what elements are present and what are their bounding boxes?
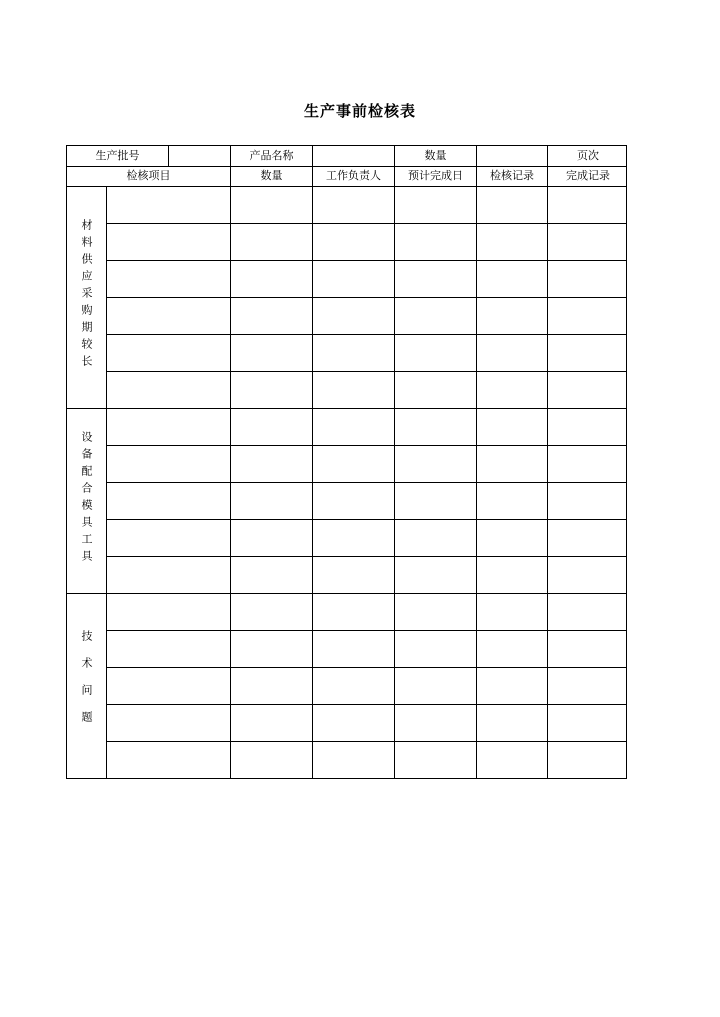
cell-complete-record[interactable] [548,483,629,519]
cell-due-date[interactable] [395,631,477,668]
batch-number-label: 生产批号 [67,146,169,167]
cell-item[interactable] [107,335,231,372]
cell-owner[interactable] [313,668,395,705]
cell-quantity[interactable] [231,335,313,372]
cell-due-date[interactable] [395,372,477,409]
quantity-label: 数量 [395,146,477,167]
product-name-label: 产品名称 [231,146,313,167]
cell-complete-record[interactable] [548,224,629,260]
cell-check-record[interactable] [477,557,548,593]
table-row [67,224,627,261]
product-name-value[interactable] [313,146,395,167]
table-column-header-row [67,167,627,187]
cell-complete-record[interactable] [548,298,629,334]
cell-check-record[interactable] [477,298,548,334]
cell-owner[interactable] [313,557,395,594]
cell-complete-record[interactable] [548,187,629,223]
cell-item[interactable] [107,261,231,298]
cell-check-record[interactable] [477,594,548,630]
column-header-due-date: 预计完成日 [395,167,477,187]
cell-complete-record[interactable] [548,520,629,556]
cell-quantity[interactable] [231,446,313,483]
cell-owner[interactable] [313,631,395,668]
cell-quantity[interactable] [231,594,313,631]
page-number-label: 页次 [577,148,599,162]
cell-due-date[interactable] [395,335,477,372]
cell-item[interactable] [107,705,231,742]
cell-item[interactable] [107,520,231,557]
cell-quantity[interactable] [231,372,313,409]
cell-item[interactable] [107,483,231,520]
cell-complete-record[interactable] [548,705,629,741]
cell-owner[interactable] [313,409,395,446]
section-label-equipment: 设备配合模具工具 [67,409,107,594]
cell-owner[interactable] [313,335,395,372]
cell-complete-record[interactable] [548,409,629,445]
cell-owner[interactable] [313,446,395,483]
cell-item[interactable] [107,594,231,631]
table-row [67,631,627,668]
cell-complete-record[interactable] [548,261,629,297]
cell-owner[interactable] [313,705,395,742]
checklist-table [66,145,627,779]
cell-item[interactable] [107,298,231,335]
cell-quantity[interactable] [231,261,313,298]
cell-check-record[interactable] [477,187,548,223]
cell-check-record[interactable] [477,409,548,445]
cell-quantity[interactable] [231,483,313,520]
cell-owner[interactable] [313,483,395,520]
cell-due-date[interactable] [395,705,477,742]
table-row [67,742,627,779]
cell-due-date[interactable] [395,409,477,446]
cell-due-date[interactable] [395,446,477,483]
cell-complete-record[interactable] [548,335,629,371]
cell-quantity[interactable] [231,668,313,705]
cell-item[interactable] [107,224,231,261]
cell-quantity[interactable] [231,631,313,668]
cell-quantity[interactable] [231,224,313,261]
cell-complete-record[interactable] [548,557,629,593]
table-row [67,372,627,409]
cell-owner[interactable] [313,520,395,557]
table-row [67,705,627,742]
cell-quantity[interactable] [231,187,313,224]
cell-owner[interactable] [313,372,395,409]
cell-check-record[interactable] [477,705,548,741]
cell-complete-record[interactable] [548,372,629,408]
cell-complete-record[interactable] [548,742,629,778]
table-row [67,446,627,483]
table-header-info-row [67,146,627,167]
cell-due-date[interactable] [395,594,477,631]
table-row [67,520,627,557]
cell-due-date[interactable] [395,261,477,298]
quantity-value[interactable] [477,146,548,166]
cell-quantity[interactable] [231,520,313,557]
cell-complete-record[interactable] [548,668,629,704]
cell-due-date[interactable] [395,298,477,335]
table-row [67,335,627,372]
cell-check-record[interactable] [477,631,548,667]
table-row [67,557,627,594]
cell-due-date[interactable] [395,742,477,779]
table-row [67,261,627,298]
cell-item[interactable] [107,187,231,224]
table-row [67,483,627,520]
section-label-technical: 技术问题 [67,594,107,779]
column-header-complete-record: 完成记录 [566,169,610,183]
cell-check-record[interactable] [477,446,548,482]
cell-complete-record[interactable] [548,446,629,482]
table-row [67,594,627,631]
cell-item[interactable] [107,668,231,705]
cell-item[interactable] [107,631,231,668]
table-row [67,409,627,446]
cell-check-record[interactable] [477,742,548,778]
page-title: 生产事前检核表 [303,102,416,120]
cell-item[interactable] [107,409,231,446]
cell-owner[interactable] [313,224,395,261]
cell-owner[interactable] [313,742,395,779]
cell-due-date[interactable] [395,668,477,705]
cell-check-record[interactable] [477,372,548,408]
cell-due-date[interactable] [395,224,477,261]
cell-complete-record[interactable] [548,594,629,630]
cell-quantity[interactable] [231,298,313,335]
cell-owner[interactable] [313,261,395,298]
cell-due-date[interactable] [395,520,477,557]
table-row [67,668,627,705]
cell-quantity[interactable] [231,705,313,742]
column-header-owner: 工作负责人 [313,167,395,187]
cell-due-date[interactable] [395,557,477,594]
cell-owner[interactable] [313,298,395,335]
cell-quantity[interactable] [231,742,313,779]
column-header-check-record: 检核记录 [477,167,548,186]
cell-quantity[interactable] [231,557,313,594]
cell-check-record[interactable] [477,224,548,260]
cell-due-date[interactable] [395,483,477,520]
cell-item[interactable] [107,557,231,594]
cell-check-record[interactable] [477,520,548,556]
checklist-table-wrapper [66,145,626,779]
cell-item[interactable] [107,742,231,779]
column-header-item: 检核项目 [67,167,231,187]
section-label-materials: 材料供应采购期较长 [67,187,107,409]
cell-check-record[interactable] [477,668,548,704]
column-header-quantity: 数量 [231,167,313,187]
table-row [67,187,627,224]
cell-owner[interactable] [313,594,395,631]
table-row [67,298,627,335]
cell-owner[interactable] [313,187,395,224]
cell-item[interactable] [107,372,231,409]
cell-complete-record[interactable] [548,631,629,667]
batch-number-value[interactable] [169,146,231,167]
cell-quantity[interactable] [231,409,313,446]
cell-due-date[interactable] [395,187,477,224]
cell-check-record[interactable] [477,335,548,371]
cell-check-record[interactable] [477,261,548,297]
cell-check-record[interactable] [477,483,548,519]
cell-item[interactable] [107,446,231,483]
